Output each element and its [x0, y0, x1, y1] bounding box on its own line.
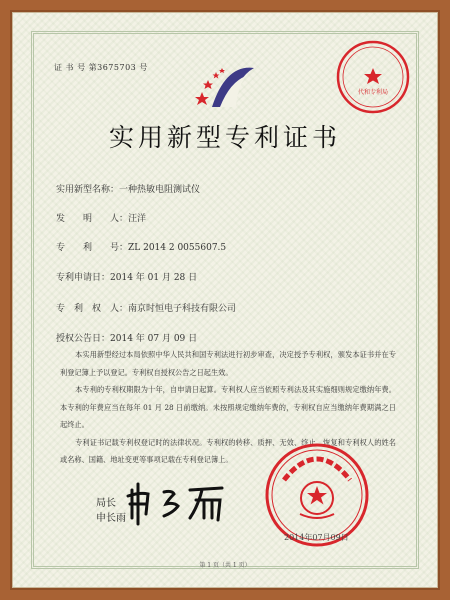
body-paragraph: 专利证书记载专利权登记时的法律状况。专利权的转移、质押、无效、终止、恢复和专利权人的姓名或名称、国籍、地址变更等事项记载在专利登记簿上。: [60, 437, 396, 464]
patent-no-label: 专 利 号：: [56, 243, 129, 253]
patentee-value: 南京时恒电子科技有限公司: [128, 304, 237, 314]
grant-date-value: 2014 年 07 月 09 日: [110, 334, 198, 344]
body-paragraph: 本实用新型经过本局依照中华人民共和国专利法进行初步审查，决定授予专利权，颁发本证书并在专利登记簿上予以登记。专利权自授权公告之日起生效。: [60, 350, 396, 377]
utility-model-name-value: 一种热敏电阻测试仪: [119, 185, 201, 195]
director-block: [96, 496, 126, 526]
field-patentee: [56, 301, 236, 314]
field-grant-date: [56, 331, 197, 344]
utility-model-name-label: 实用新型名称：: [56, 185, 120, 195]
grant-date-label: 授权公告日：: [56, 334, 111, 344]
field-filing-date: [56, 270, 197, 283]
patent-no-value: ZL 2014 2 0055607.5: [128, 243, 227, 253]
filing-date-label: 专利申请日：: [56, 273, 111, 283]
director-name: 申长雨: [96, 513, 126, 524]
body-paragraph: 本专利的专利权期限为十年，自申请日起算。专利权人应当依照专利法及其实施细则规定缴纳年费。本专利的年费应当在每年 01 月 28 日前缴纳。未按照规定缴纳年费的，专利权自应当缴纳年费期满之日起终止。: [60, 385, 396, 429]
director-signature-icon: [124, 478, 234, 528]
patent-office-logo-icon: [192, 62, 262, 112]
field-patent-no: [56, 240, 226, 253]
certificate-number: 证 书 号 第3675703 号: [54, 63, 148, 72]
filing-date-value: 2014 年 01 月 28 日: [110, 273, 198, 283]
inventor-label: 发 明 人：: [56, 214, 129, 224]
field-utility-model-name: [56, 182, 200, 195]
certificate-title: 实用新型专利证书: [108, 123, 341, 152]
svg-text:代和专利局: 代和专利局: [357, 89, 389, 96]
field-inventor: [56, 211, 146, 224]
patentee-label: 专 利 权 人：: [56, 304, 129, 314]
seal-date: 2014年07月09日: [284, 533, 349, 542]
top-seal-icon: [334, 38, 412, 116]
director-title: 局长: [96, 498, 116, 509]
inventor-value: 汪洋: [128, 214, 147, 224]
page-number: 第 1 页（共 1 页）: [199, 562, 251, 569]
